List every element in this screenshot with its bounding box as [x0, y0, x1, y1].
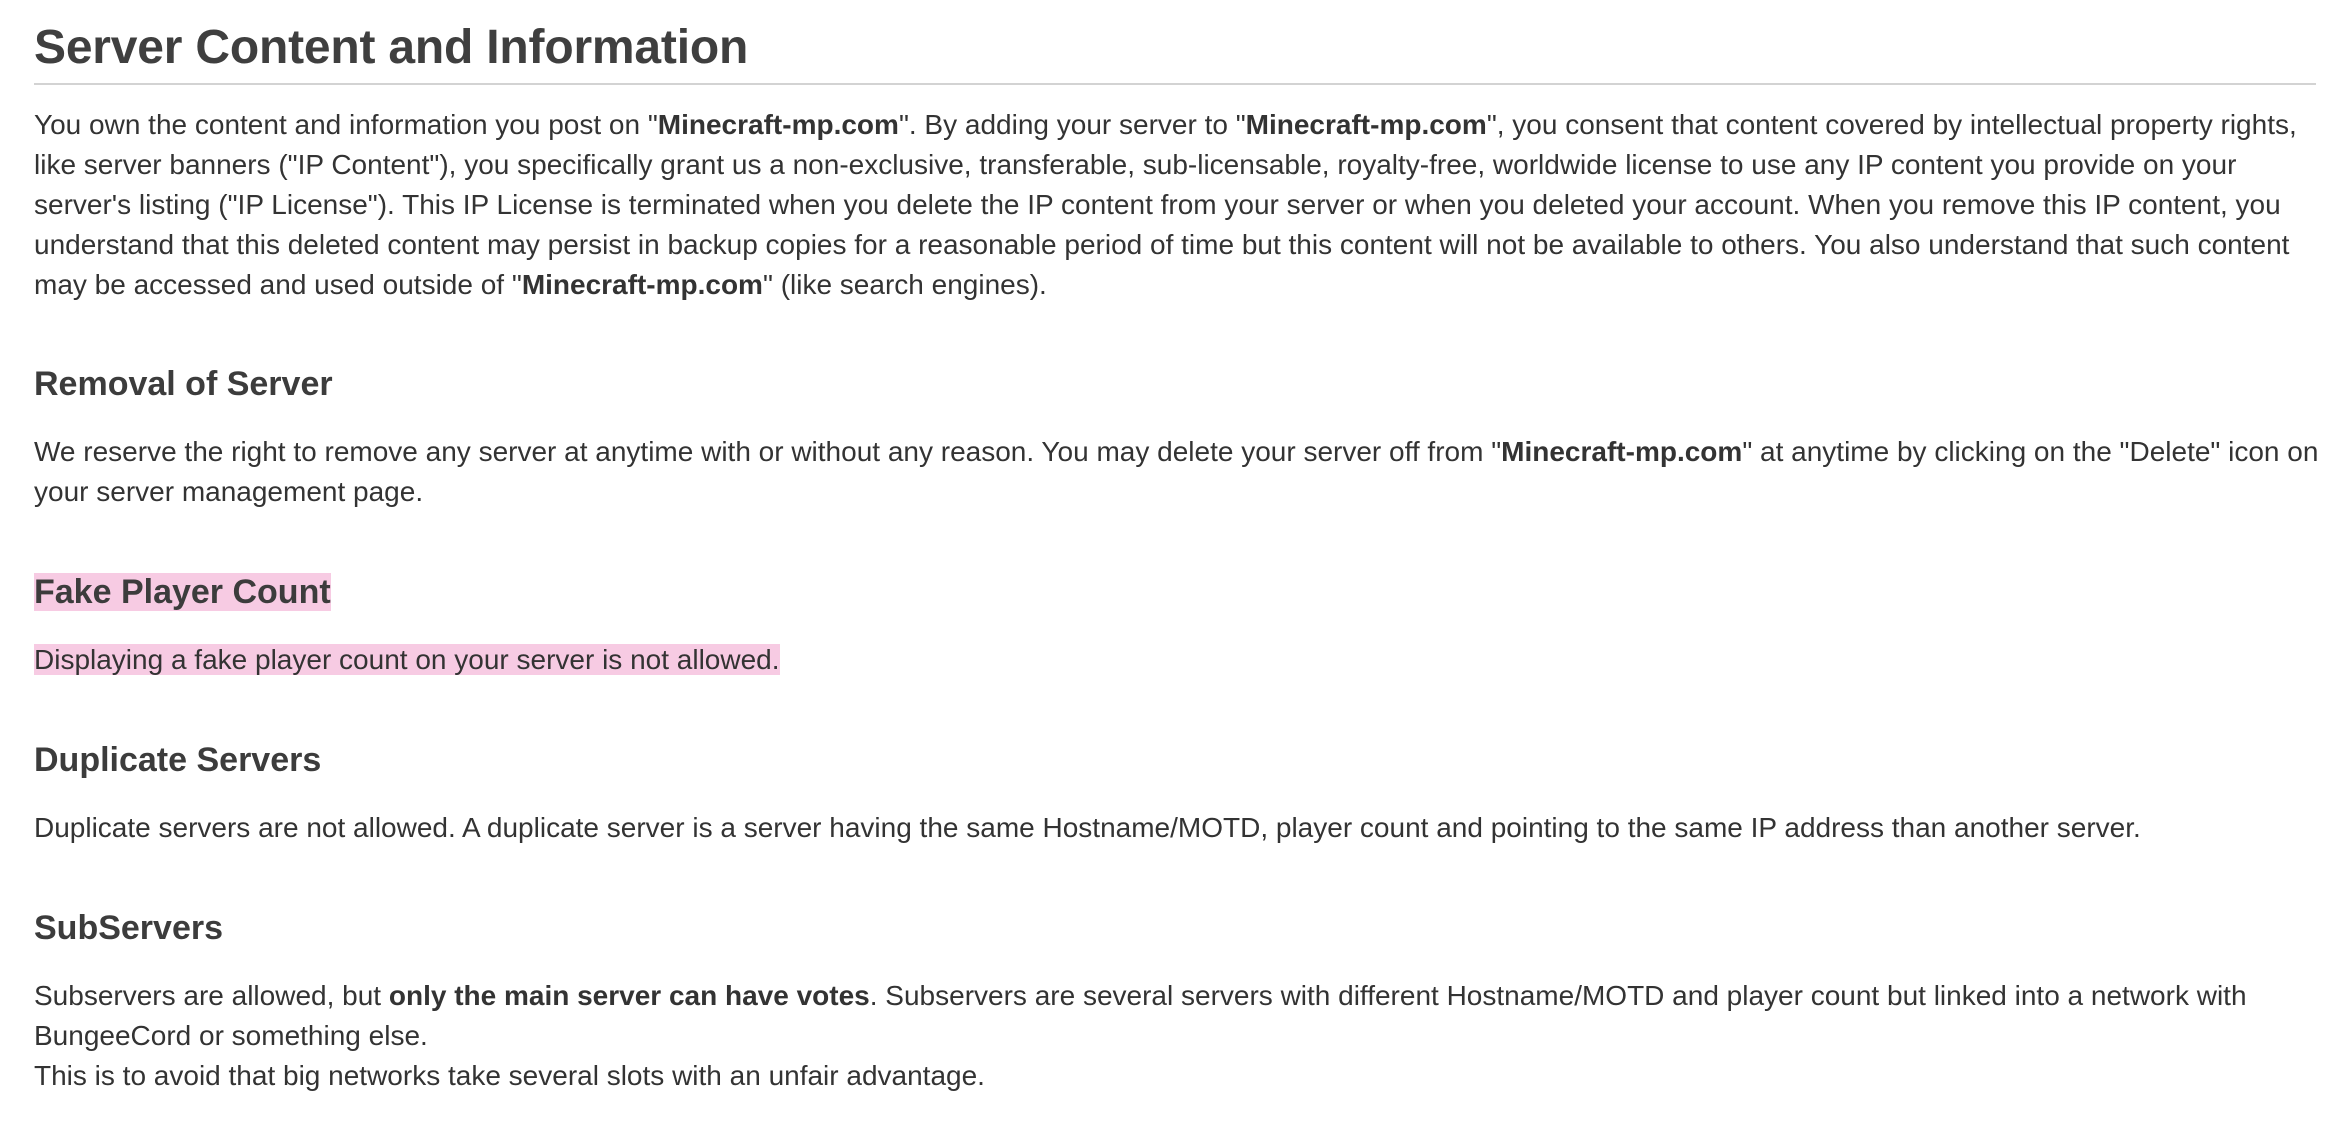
ip-text-2: ". By adding your server to " [898, 109, 1246, 140]
ip-text-4: " (like search engines). [762, 269, 1047, 300]
site-name-bold: Minecraft-mp.com [1245, 109, 1487, 140]
fake-player-text-highlight: Displaying a fake player count on your server is not allowed. [34, 644, 780, 675]
site-name-bold: Minecraft-mp.com [521, 269, 763, 300]
duplicate-paragraph: Duplicate servers are not allowed. A duplicate server is a server having the same Hostname/MOTD, player count and pointing to the same IP address than another server. [34, 812, 2141, 843]
removal-paragraph [34, 432, 2319, 512]
ip-text-1: You own the content and information you post on " [34, 109, 658, 140]
site-name-bold: Minecraft-mp.com [1501, 436, 1743, 467]
removal-text-1: We reserve the right to remove any server at anytime with or without any reason. You may delete your server off from " [34, 436, 1502, 467]
site-name-bold: Minecraft-mp.com [657, 109, 899, 140]
fake-player-heading [34, 568, 331, 616]
removal-text-2: " at anytime by clicking on the "Delete" icon on your server management page. [34, 436, 2319, 507]
fake-player-paragraph [34, 640, 2319, 680]
subservers-paragraph [34, 976, 2319, 1096]
removal-heading: Removal of Server [34, 365, 333, 403]
ip-text-3: ", you consent that content covered by intellectual property rights, like server banners ("IP Content"), you specifically grant us a non-exclusive, transferable, sub-licensable, royalty-free, worldwide license to use any IP content you provide on your server's listing ("IP License"). This IP License is terminated when you delete the IP content from your server or when you deleted your account. When you remove this IP content, you understand that this deleted content may persist in backup copies for a reasonable period of time but this content will not be available to others. You also understand that such content may be accessed and used outside of " [34, 109, 2297, 300]
subservers-text-1: Subservers are allowed, but [34, 980, 389, 1011]
title-divider [34, 83, 2316, 85]
page-title: Server Content and Information [34, 21, 749, 74]
duplicate-heading: Duplicate Servers [34, 741, 322, 779]
votes-rule-bold: only the main server can have votes [388, 980, 870, 1011]
ip-content-paragraph [34, 105, 2319, 305]
subservers-text-2: . Subservers are several servers with different Hostname/MOTD and player count but linked into a network with BungeeCord or something else. [34, 980, 2247, 1051]
fake-player-heading-highlight: Fake Player Count [34, 573, 331, 611]
subservers-text-3: This is to avoid that big networks take several slots with an unfair advantage. [34, 1060, 985, 1091]
subservers-heading: SubServers [34, 909, 223, 947]
